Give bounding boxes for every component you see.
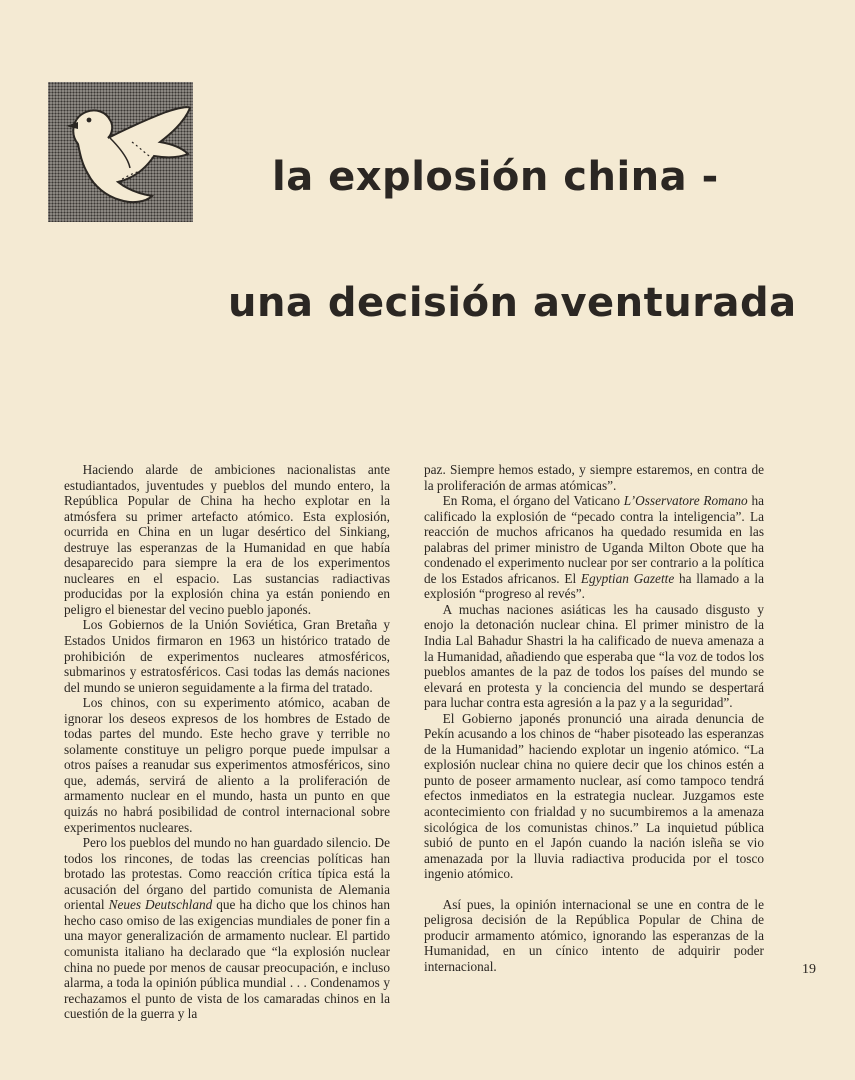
- text-run: Pero los pueblos del mundo no han guardado silencio. De todos los rincones, de todas las creencias políticas han brotado las protestas. Como reacción crítica típica está la acusación del órgano del partido comunista de Alemania oriental: [64, 835, 390, 913]
- paragraph: A muchas naciones asiáticas les ha causado disgusto y enojo la detonación nuclear china. El primer ministro de la India Lal Bahadur Shastri la ha calificado de nueva amenaza a la Humanidad, añadiendo que esperaba que “la voz de todos los pueblos amantes de la paz de todos los países del mundo se elevará en protesta y la conciencia del mundo se despertará para luchar contra esta agresión a la paz y a la seguridad”.: [424, 601, 764, 711]
- text-run: En Roma, el órgano del Vaticano: [442, 493, 621, 509]
- paragraph: Haciendo alarde de ambiciones nacionalistas ante estudiantados, juventudes y pueblos del mundo entero, la República Popular de China ha hecho explotar en la atmósfera su primer artefacto atómico. Esta explosión, ocurrida en China en un lugar desértico del Sinkiang, destruye las esperanzas de la Humanidad en que había desaparecido para siempre la era de los experimentos nucleares en el espacio. Las sustancias radiactivas producidas por la explosión china ya están poniendo en peligro el bienestar del vecino pueblo japonés.: [64, 462, 390, 617]
- text-run: que ha dicho que los chinos han hecho caso omiso de las exigencias mundiales de poner fin a una mayor generalización de armamento nuclear. El partido comunista italiano ha declarado que “la explosión nuclear china no puede por menos de causar preocupación, e incluso alarma, a toda la opinión pública mundial . . . Condenamos y rechazamos el punto de vista de los camaradas chinos en la cuestión de la guerra y la: [64, 897, 390, 1022]
- newspaper-name: Egyptian Gazette: [580, 570, 675, 586]
- article-column-left: [64, 462, 390, 1022]
- newspaper-name: Neues Deutschland: [108, 897, 213, 913]
- paragraph: paz. Siempre hemos estado, y siempre estaremos, en contra de la proliferación de armas atómicas”.: [424, 462, 764, 493]
- dove-icon: [48, 82, 193, 222]
- dove-logo: [48, 82, 193, 222]
- article-column-right: [424, 462, 764, 975]
- paragraph: [64, 835, 390, 1022]
- paragraph: El Gobierno japonés pronunció una airada denuncia de Pekín acusando a los chinos de “haber pisoteado las esperanzas de la Humanidad” haciendo explotar un ingenio atómico. “La explosión nuclear china no quiere decir que los chinos estén a punto de poseer armamento nuclear, así como tampoco tendrá efectos inmediatos en la estrategia nuclear. Juzgamos este acontecimiento con frialdad y no sucumbiremos a la amenaza sicológica de los comunistas chinos.” La inquietud pública subió de punto en el Japón cuando la nación isleña se vio amenazada por la lluvia radiactiva producida por el tosco ingenio atómico.: [424, 710, 764, 882]
- paragraph: [424, 493, 764, 602]
- paragraph: Así pues, la opinión internacional se une en contra de le peligrosa decisión de la República Popular de China de producir armamento atómico, ignorando las esperanzas de la Humanidad, en un cínico intento de adquirir poder internacional.: [424, 896, 764, 974]
- title-line-1: la explosión china -: [272, 154, 719, 200]
- page-number: 19: [802, 962, 816, 977]
- title-line-2: una decisión aventurada: [228, 280, 797, 326]
- newspaper-name: L’Osservatore Romano: [623, 493, 748, 509]
- text-run: ha calificado la explosión de “pecado contra la inteligencia”. La reacción de muchos africanos ha quedado resumida en las palabras del primer ministro de Uganda Milton Obote que ha condenado el experimento nuclear por ser contrario a la política de los Estados africanos. El: [424, 493, 764, 586]
- paragraph: Los Gobiernos de la Unión Soviética, Gran Bretaña y Estados Unidos firmaron en 1963 un histórico tratado de prohibición de experimentos nucleares atmosféricos, submarinos y estratosféricos. Casi todas las demás naciones del mundo se unieron seguidamente a la firma del tratado.: [64, 617, 390, 695]
- text-run: ha llamado a la explosión “progreso al revés”.: [424, 570, 764, 602]
- paragraph: Los chinos, con su experimento atómico, acaban de ignorar los deseos expresos de los hombres de Estado de todas partes del mundo. Este hecho grave y terrible no solamente constituye un peligro porque puede impulsar a otros países a reanudar sus experimentos atmosféricos, sino que, además, servirá de aliento a la proliferación de armamento nuclear en el mundo, hasta un punto en que quizás no habrá posibilidad de control internacional sobre experimentos nucleares.: [64, 695, 390, 835]
